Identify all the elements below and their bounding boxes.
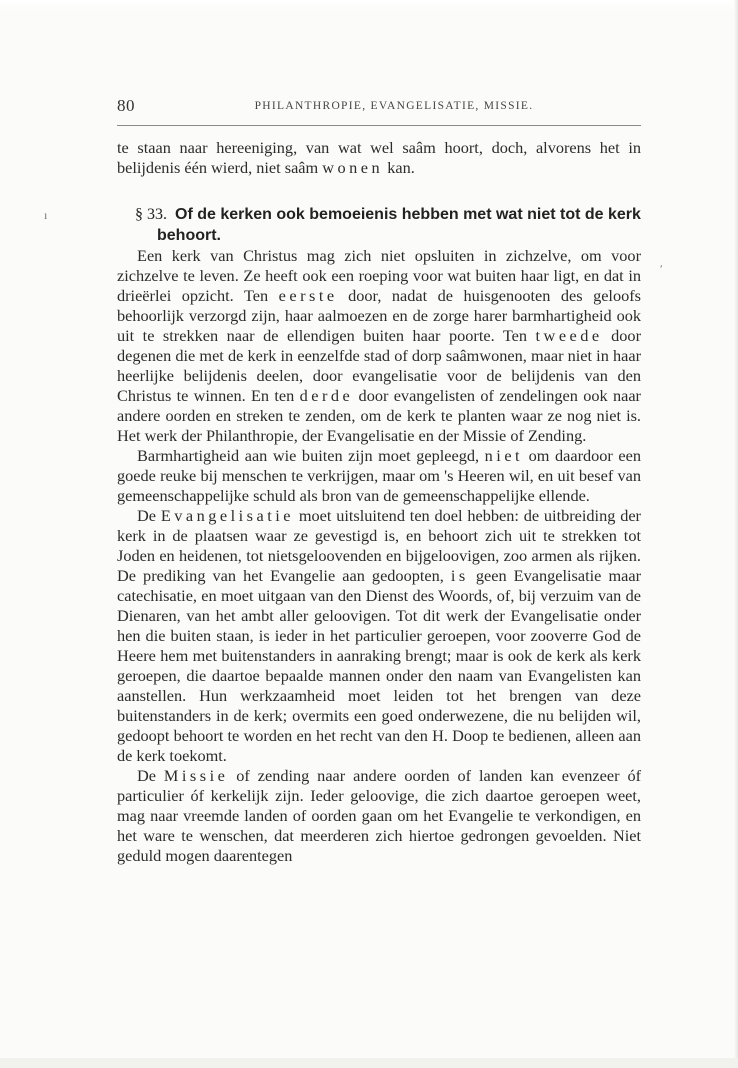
header-rule (117, 125, 641, 126)
p1-text-d: door evangelisten of zendelingen ook naar andere oorden en streken te zenden, om de kerk te planten waar ze nog niet is. Het werk der Philanthropie, der Evangelisatie en der Missie of Zending. (117, 386, 641, 445)
spaced-word: tweede (535, 326, 603, 345)
paragraph-2 (117, 446, 641, 506)
spaced-word: derde (299, 386, 354, 405)
spaced-word: Missie (163, 766, 229, 785)
page-body (117, 138, 641, 866)
intro-text: te staan naar hereeniging, van wat wel saâm hoort, doch, alvorens het in belijdenis één wierd, niet saâm (117, 138, 641, 177)
running-title: PHILANTHROPIE, EVANGELISATIE, MISSIE. (254, 100, 534, 112)
p1-text-b: door, nadat de huisgenooten des geloofs behoorlijk verzorgd zijn, haar aalmoezen en de zorge harer barmhartigheid ook uit te strekken naar de ellendigen buiten haar poorte. Ten (117, 286, 641, 345)
page-header (117, 96, 641, 120)
p4-text-b: of zending naar andere oorden of landen kan evenzeer óf particulier óf kerkelijk zijn. Ieder geloovige, die zich daartoe geroepen weet, mag naar vreemde landen of oorden gaan om het Evangelie te verkondigen, en het ware te wenschen, dat meerderen zich hiertoe gedrongen gevoelden. Niet geduld mogen daarentegen (117, 766, 642, 865)
scan-speck: ʹ (660, 262, 663, 276)
p4-text-a: De (137, 766, 156, 785)
intro-paragraph (117, 138, 641, 178)
paragraph-1 (117, 246, 641, 446)
p2-text-b: om daardoor een goede reuke bij menschen te verkrijgen, maar om 's Heeren wil, en uit besef van gemeenschappelijke schuld als bron van de gemeenschappelijke ellende. (117, 446, 642, 505)
scan-speck: ı (44, 208, 48, 222)
p3-text-b: moet uitsluitend ten doel hebben: de uitbreiding der kerk in de plaatsen waar ze gevestigd is, en behoort zich uit te strekken tot Joden en heidenen, tot nietsgeloovenden en bijgeloovigen, zoo armen als rijken. De prediking van het Evangelie aan gedoopten, (117, 506, 641, 585)
p1-text-a: Een kerk van Christus mag zich niet opsluiten in zichzelve, om voor zichzelve te leven. Ze heeft ook een roeping voor wat buiten haar ligt, en dat in drieërlei opzicht. Ten (117, 246, 641, 305)
p1-text-c: door degenen die met de kerk in eenzelfde stad of dorp saâmwonen, maar niet in haar heerlijke belijdenis deelen, door evangelisatie voor de belijdenis van den Christus te winnen. En ten (117, 326, 641, 405)
p2-text-a: Barmhartigheid aan wie buiten zijn moet gepleegd, (137, 446, 480, 465)
paragraph-4 (117, 766, 641, 866)
scan-edge-bottom (0, 1058, 738, 1068)
p3-text-c: geen Evangelisatie maar catechisatie, en moet uitgaan van den Dienst des Woords, of, bij verzuim van de Dienaren, van het ambt aller geloovigen. Tot dit werk der Evangelisatie onder hen die buiten staan, is ieder in het particulier geroepen, voor zooverre God de Heere hem met buitenstanders in aanraking brengt; maar is ook de kerk als kerk geroepen, die daartoe bepaalde mannen onder den naam van Evangelisten kan aanstellen. Hun werkzaamheid moet leiden tot het brengen van deze buitenstanders in de kerk; overmits een goed onderwezene, die nu belijden wil, gedoopt behoort te worden en het recht van den H. Doop te bedienen, alleen aan de kerk toekomt. (117, 566, 641, 765)
section-symbol: § 33. (135, 206, 167, 223)
section-title: Of de kerken ook bemoeienis hebben met wat niet tot de kerk behoort. (157, 206, 641, 244)
intro-end: kan. (387, 158, 415, 177)
section-heading (117, 204, 641, 246)
spaced-word: eerste (278, 286, 338, 305)
scan-edge-top (0, 0, 738, 12)
spaced-word: wonen (322, 158, 384, 177)
p3-text-a: De (137, 506, 156, 525)
spaced-word: Evangelisatie (160, 506, 295, 525)
scan-edge-right (734, 0, 738, 1068)
page-number: 80 (117, 96, 135, 115)
spaced-word: is (450, 566, 469, 585)
spaced-word: niet (484, 446, 524, 465)
paragraph-3 (117, 506, 641, 766)
